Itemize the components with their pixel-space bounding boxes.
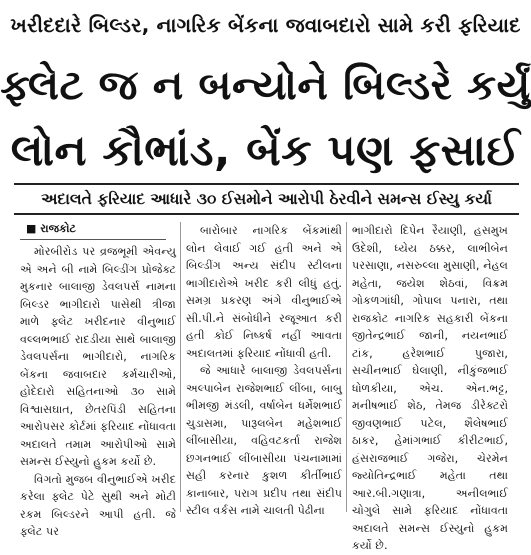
article-paragraph: વિગતો મુજબ વીનુભાઈએ ખરીદ કરેલા ફ્લેટ પેટે સુથી અને મોટી રકમ બિલ્ડરને આપી હતી. જે ફ્લેટ પર: [20, 472, 176, 538]
article-column-3: [352, 222, 508, 552]
dateline: ■ રાજકોટ: [20, 219, 166, 240]
subheadline: અદાલતે ફરિયાદ આધારે ૩૦ ઈસમોને આરોપી ઠેરવીને સમન્સ ઈસ્યુ કર્યા: [14, 183, 519, 215]
dateline-text: રાજકોટ: [40, 222, 76, 235]
main-headline-line2: લોન કૌભાંડ, બેંક પણ ફસાઈ: [10, 126, 521, 176]
column-divider: [346, 222, 347, 512]
article-column-1: [20, 243, 176, 538]
article-paragraph: મોરબીરોડ પર વ્રજભૂમી એવન્યુ એ અને બી નામે બિલ્ડીંગ પ્રોજેક્ટ મુકનાર બાલાજી ડેવલપર્સ નામના બિલ્ડર ભાગીદારો પાસેથી ત્રીજા માળે ફ્લેટ ખરીદનાર વીનુભાઈ વલ્લભભાઈ રાદડીયા સાથે બાલાજી ડેવલપર્સના ભાગીદારો, નાગરિક બેંકના જવાબદાર કર્મચારીઓ, હોદેદારો સહિતનાઓ ૩૦ સામે વિશ્વાસઘાત, છેતરપિંડી સહિતના આરોપસર કોર્ટમાં ફરિયાદ નોંધાવતા અદાલતે તમામ આરોપીઓ સામે સમન્સ ઈસ્યુનો હુકમ કર્યો છે.: [20, 245, 176, 468]
column-divider: [180, 222, 181, 512]
article-column-2: [186, 222, 342, 517]
article-paragraph: જે આધારે બાલાજી ડેવલપર્સના અલ્પાબેન રાજેશભાઈ લીંબા, બાબુ ભીમજી મંડલી, વર્ષાબેન ધર્મેશભાઈ ચુડાસમા, પારૂલબેન મહેશભાઈ લીંબાસીયા, વહિવટકર્તા રાજેશ છગનભાઈ લીંબાસીયા પંચનામામાં સહી કરનાર કુશળ કીર્તીભાઈ કાનાબાર, પરાગ પ્રદીપ તથા સંદીપ સ્ટીલ વર્કસ નામે ચાલતી પેઢીના: [186, 364, 342, 517]
kicker-headline: ખરીદદારે બિલ્ડર, નાગરિક બેંકના જવાબદારો સામે કરી ફરિયાદ: [10, 13, 521, 37]
main-headline-line1: ફ્લેટ જ ન બન્યોને બિલ્ડરે કર્યું: [0, 61, 531, 109]
article-paragraph: ભાગીદારો દિપેન રૈયાણી, હસમુખ ઉદેશી, ધ્યેય ઠક્કર, લાભીબેન પરસાણા, નસરુલ્લા મુસાણી, નેહલ મહેતા, જયેશ શેઠવાં, વિક્રમ ગોકળગાંધી, ગોપાલ પનારા, તથા રાજકોટ નાગરિક સહકારી બેંકના જીતેન્દ્રભાઈ જાની, નયનભાઈ ટાંક, હરેશભાઈ પુજારા, સચીનભાઈ ઘેલાણી, નીકુંજભાઈ ધોળકીયા, એચ. એન.ભટ્ટ, મનીષભાઈ શેઠ, તેમજ ડીરેક્ટરો જીવણભાઈ પટેલ, શૈલેષભાઈ ઠાકર, હેમાંગભાઈ કીરીટભાઈ, હંસરાજભાઈ ગજેરા, ચેરમેન જ્યોતિન્દ્રભાઈ મહેતા તથા આર.બી.ગણાત્રા, અનીલભાઈ ચોગુલે સામે ફરિયાદ નોંધાવતા અદાલતે સમન્સ ઈસ્યુનો હુકમ કર્યો છે.: [352, 224, 508, 552]
article-paragraph: બારોબાર નાગરિક બેંકમાંથી લોન લેવાઈ ગઈ હતી અને એ બિલ્ડીંગ અન્ય સંદીપ સ્ટીલના ભાગીદારોએ ખરીદ કરી લીધું હતું. સમગ્ર પ્રકરણ અંગે વીનુભાઈએ સી.પી.ને સંબોધીને રજૂઆત કરી હતી કોઈ નિષ્કર્ષ નહીં આવતા અદાલતમાં ફરિયાદ નોંધાવી હતી.: [186, 224, 342, 360]
